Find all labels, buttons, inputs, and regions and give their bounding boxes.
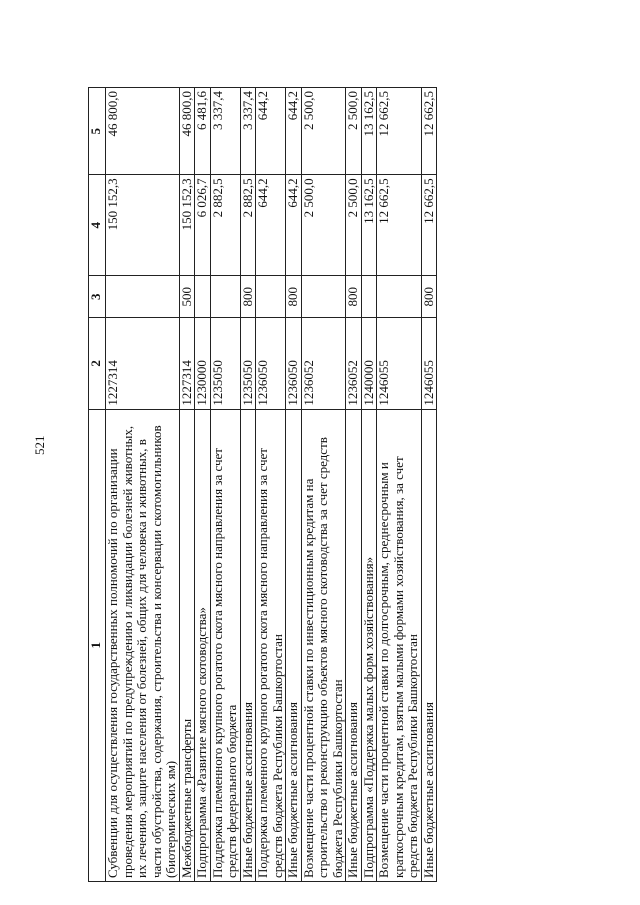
row-code: 1227314 (106, 318, 180, 409)
column-header: 4 (89, 175, 106, 276)
row-type-code: 800 (286, 276, 302, 318)
row-description: Субвенции для осуществления государственных полномочий по организации проведения мероприятий по предупреждению и ликвидации болезней животных, их лечению, защите населения от болезней, общих для человека и животных, в части обустройства, содержания, строительства и консервации скотомогильников (биотермических ям) (106, 409, 180, 881)
budget-table (88, 87, 437, 882)
row-code: 1236052 (301, 318, 346, 409)
row-type-code (210, 276, 240, 318)
row-type-code: 500 (179, 276, 195, 318)
row-amount-year1: 2 882,5 (240, 175, 256, 276)
table-row (301, 88, 346, 882)
row-code: 1236050 (286, 318, 302, 409)
row-amount-year1: 150 152,3 (179, 175, 195, 276)
row-amount-year1: 644,2 (286, 175, 302, 276)
row-description: Иные бюджетные ассигнования (286, 409, 302, 881)
row-amount-year2: 12 662,5 (421, 88, 437, 175)
row-type-code (195, 276, 211, 318)
row-amount-year2: 644,2 (286, 88, 302, 175)
row-amount-year2: 644,2 (256, 88, 286, 175)
row-type-code (361, 276, 377, 318)
row-description: Межбюджетные трансферты (179, 409, 195, 881)
row-amount-year2: 3 337,4 (210, 88, 240, 175)
row-code: 1227314 (179, 318, 195, 409)
row-code: 1246055 (421, 318, 437, 409)
row-type-code (256, 276, 286, 318)
row-amount-year2: 13 162,5 (361, 88, 377, 175)
header-row (89, 88, 106, 882)
row-type-code (106, 276, 180, 318)
row-amount-year2: 2 500,0 (301, 88, 346, 175)
table-row (106, 88, 180, 882)
table-row (179, 88, 195, 882)
column-header: 2 (89, 318, 106, 409)
table-row (256, 88, 286, 882)
row-amount-year1: 6 026,7 (195, 175, 211, 276)
column-header: 1 (89, 409, 106, 881)
row-type-code (377, 276, 422, 318)
table-row (377, 88, 422, 882)
row-description: Подпрограмма «Развитие мясного скотоводства» (195, 409, 211, 881)
row-type-code (301, 276, 346, 318)
table-row (361, 88, 377, 882)
row-amount-year1: 2 882,5 (210, 175, 240, 276)
row-description: Иные бюджетные ассигнования (421, 409, 437, 881)
table-row (210, 88, 240, 882)
row-amount-year1: 12 662,5 (421, 175, 437, 276)
table-row (286, 88, 302, 882)
row-code: 1235050 (240, 318, 256, 409)
row-amount-year1: 150 152,3 (106, 175, 180, 276)
row-amount-year1: 644,2 (256, 175, 286, 276)
row-description: Поддержка племенного крупного рогатого скота мясного направления за счет средств бюджета Республики Башкортостан (256, 409, 286, 881)
table-row (240, 88, 256, 882)
row-amount-year1: 13 162,5 (361, 175, 377, 276)
row-description: Возмещение части процентной ставки по долгосрочным, среднесрочным и краткосрочным кредитам, взятым малыми формами хозяйствования, за счет средств бюджета Республики Башкортостан (377, 409, 422, 881)
row-type-code: 800 (240, 276, 256, 318)
row-code: 1246055 (377, 318, 422, 409)
rotated-page-content (88, 87, 568, 882)
row-amount-year2: 46 800,0 (106, 88, 180, 175)
column-header: 3 (89, 276, 106, 318)
row-description: Иные бюджетные ассигнования (240, 409, 256, 881)
row-code: 1235050 (210, 318, 240, 409)
row-type-code: 800 (346, 276, 362, 318)
row-amount-year2: 6 481,6 (195, 88, 211, 175)
row-amount-year1: 2 500,0 (346, 175, 362, 276)
table-row (346, 88, 362, 882)
row-code: 1236052 (346, 318, 362, 409)
row-amount-year2: 46 800,0 (179, 88, 195, 175)
row-code: 1230000 (195, 318, 211, 409)
table-row (195, 88, 211, 882)
row-amount-year1: 2 500,0 (301, 175, 346, 276)
row-type-code: 800 (421, 276, 437, 318)
row-code: 1240000 (361, 318, 377, 409)
row-description: Иные бюджетные ассигнования (346, 409, 362, 881)
column-header: 5 (89, 88, 106, 175)
row-code: 1236050 (256, 318, 286, 409)
row-amount-year2: 3 337,4 (240, 88, 256, 175)
row-amount-year2: 12 662,5 (377, 88, 422, 175)
row-description: Поддержка племенного крупного рогатого скота мясного направления за счет средств федерального бюджета (210, 409, 240, 881)
table-row (421, 88, 437, 882)
row-description: Подпрограмма «Поддержка малых форм хозяйствования» (361, 409, 377, 881)
page-number: 521 (32, 435, 47, 455)
row-amount-year2: 2 500,0 (346, 88, 362, 175)
row-amount-year1: 12 662,5 (377, 175, 422, 276)
row-description: Возмещение части процентной ставки по инвестиционным кредитам на строительство и реконструкцию объектов мясного скотоводства за счет средств бюджета Республики Башкортостан (301, 409, 346, 881)
